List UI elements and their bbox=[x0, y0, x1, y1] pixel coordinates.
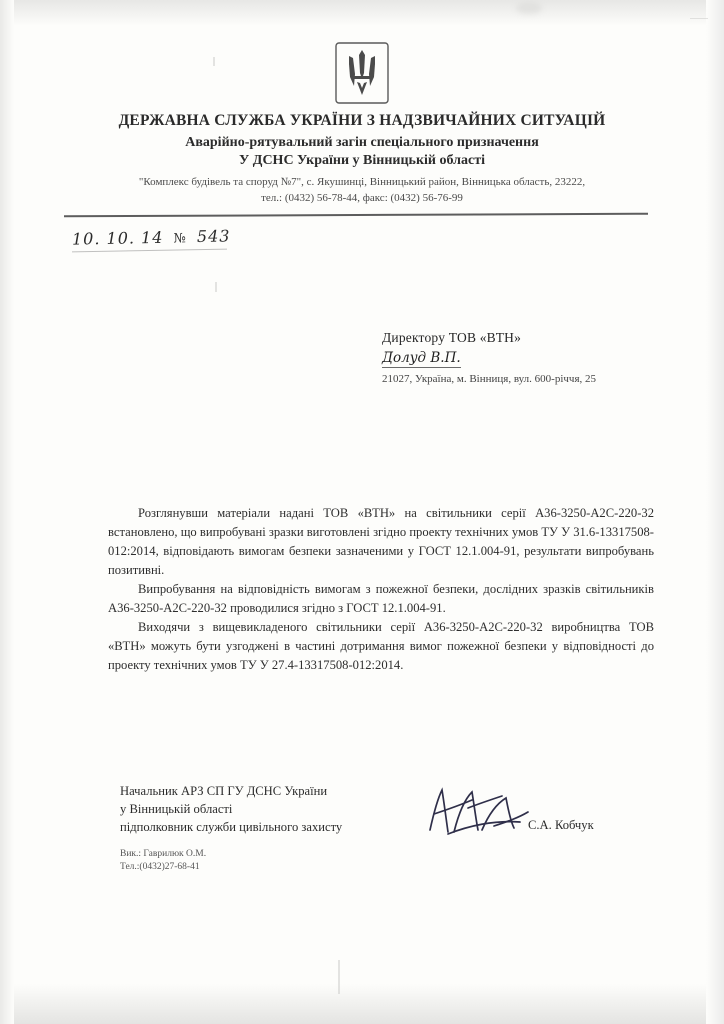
handwritten-signature-icon bbox=[424, 782, 534, 840]
registration-date: 10. 10. 14 bbox=[71, 227, 164, 249]
executor-block bbox=[120, 848, 206, 874]
organization-title: ДЕРЖАВНА СЛУЖБА УКРАЇНИ З НАДЗВИЧАЙНИХ СИТУАЦІЙ bbox=[118, 112, 606, 129]
body-paragraph-3: Виходячи з вищевикладеного світильники серії А36-3250-А2С-220-32 виробництва ТОВ «ВТН» можуть бути узгоджені в частині дотримання вимог пожежної безпеки у відповідності до проекту технічних умов ТУ У 27.4-13317508-012:2014. bbox=[108, 620, 654, 672]
signatory-name: С.А. Кобчук bbox=[528, 818, 594, 832]
signatory-role-line-2: у Вінницькій області bbox=[120, 802, 233, 816]
registration-number: 543 bbox=[196, 226, 231, 247]
signatory-role-line-1: Начальник АРЗ СП ГУ ДСНС України bbox=[120, 784, 328, 798]
signatory-role-block bbox=[120, 782, 342, 836]
executor-phone: Тел.:(0432)27-68-41 bbox=[120, 862, 200, 872]
organization-subtitle-2: У ДСНС України у Вінницькій області bbox=[239, 153, 485, 168]
registration-underline bbox=[72, 249, 227, 253]
organization-subtitle-1: Аварійно-рятувальний загін спеціального призначення bbox=[185, 135, 539, 150]
addressee-position: Директору ТОВ «ВТН» bbox=[382, 330, 522, 345]
signatory-role-line-3: підполковник служби цивільного захисту bbox=[120, 820, 343, 834]
addressee-address: 21027, Україна, м. Вінниця, вул. 600-річчя, 25 bbox=[382, 373, 597, 385]
body-paragraph-2: Випробування на відповідність вимогам з пожежної безпеки, дослідних зразків світильників А36-3250-А2С-220-32 проводилися згідно з ГОСТ 12.1.004-91. bbox=[108, 582, 654, 615]
addressee-block bbox=[382, 330, 682, 385]
registration-number-label: № bbox=[173, 231, 188, 247]
organization-address: "Комплекс будівель та споруд №7", с. Якушинці, Вінницький район, Вінницька область, 23222, bbox=[138, 176, 586, 188]
organization-phone: тел.: (0432) 56-78-44, факс: (0432) 56-76-99 bbox=[261, 192, 463, 204]
addressee-name: Долуд В.П. bbox=[382, 350, 461, 366]
registration-line bbox=[72, 226, 231, 248]
executor-name: Вик.: Гаврилюк О.М. bbox=[120, 849, 207, 859]
body-paragraph-1: Розглянувши матеріали надані ТОВ «ВТН» на світильники серії А36-3250-А2С-220-32 встановлено, що випробувані зразки виготовлені згідно проекту технічних умов ТУ У 31.6-13317508-012:2014, відповідають вимогам безпеки зазначеними у ГОСТ 12.1.004-91, результати випробувань позитивні. bbox=[108, 506, 654, 577]
document-body bbox=[108, 504, 654, 675]
header-divider bbox=[64, 213, 648, 218]
ukraine-coat-of-arms-icon bbox=[334, 42, 390, 104]
